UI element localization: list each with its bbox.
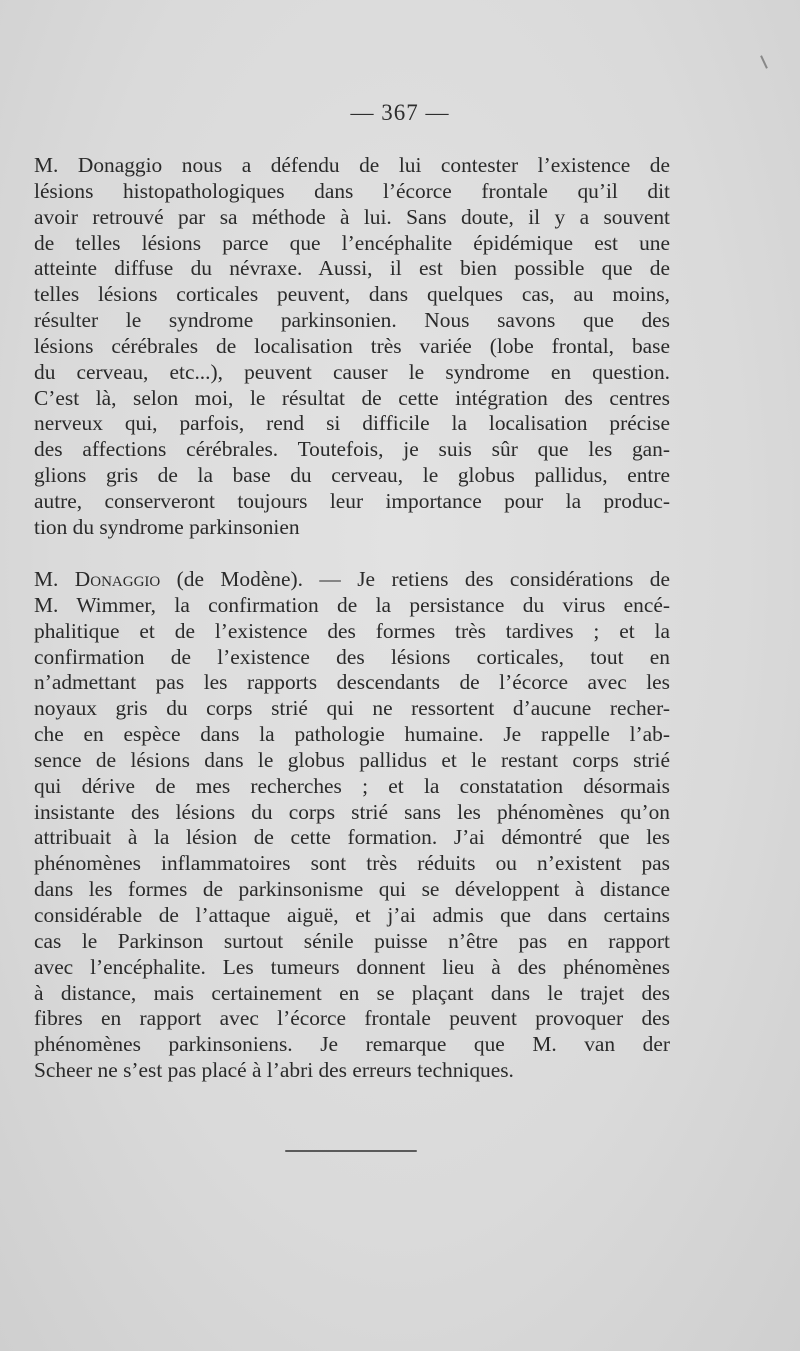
text-line: avec l’encéphalite. Les tumeurs donnent lieu à des phénomènes: [34, 954, 670, 979]
text-line: confirmation de l’existence des lésions corticales, tout en: [34, 644, 670, 669]
text-line: dans les formes de parkinsonisme qui se développent à distance: [34, 877, 670, 902]
text-line: résulter le syndrome parkinsonien. Nous savons que des: [34, 308, 670, 333]
text-line: avoir retrouvé par sa méthode à lui. Sans doute, il y a souvent: [34, 204, 670, 229]
speaker-line: [34, 567, 670, 593]
text-line: phénomènes parkinsoniens. Je remarque que M. van der: [34, 1032, 670, 1057]
text-line: M. Wimmer, la confirmation de la persistance du virus encé-: [34, 592, 670, 617]
paragraph-2: [34, 567, 670, 1084]
text-line: cas le Parkinson surtout sénile puisse n’être pas en rapport: [34, 928, 670, 953]
text-line: fibres en rapport avec l’écorce frontale peuvent provoquer des: [34, 1006, 670, 1031]
text-line: des affections cérébrales. Toutefois, je suis sûr que les gan-: [34, 437, 670, 462]
text-line: de telles lésions parce que l’encéphalite épidémique est une: [34, 230, 670, 255]
text-line: insistante des lésions du corps strié sans les phénomènes qu’on: [34, 799, 670, 824]
speaker-prefix: M.: [34, 567, 75, 591]
paragraph-1: [34, 153, 670, 541]
speaker-suffix: (de Modène). — Je retiens des considérations de: [160, 567, 670, 591]
section-divider: [285, 1150, 417, 1152]
text-line: phalitique et de l’existence des formes très tardives ; et la: [34, 618, 670, 643]
text-line: qui dérive de mes recherches ; et la constatation désormais: [34, 773, 670, 798]
text-line: autre, conserveront toujours leur importance pour la produc-: [34, 488, 670, 513]
text-line: lésions histopathologiques dans l’écorce frontale qu’il dit: [34, 178, 670, 203]
text-line: phénomènes inflammatoires sont très réduits ou n’existent pas: [34, 851, 670, 876]
text-line: sence de lésions dans le globus pallidus et le restant corps strié: [34, 747, 670, 772]
text-line: atteinte diffuse du névraxe. Aussi, il est bien possible que de: [34, 256, 670, 281]
text-line: noyaux gris du corps strié qui ne ressortent d’aucune recher-: [34, 696, 670, 721]
paper-edge-mark: [760, 55, 768, 69]
text-line: nerveux qui, parfois, rend si difficile la localisation précise: [34, 411, 670, 436]
text-line: telles lésions corticales peuvent, dans quelques cas, au moins,: [34, 282, 670, 307]
text-line: du cerveau, etc...), peuvent causer le syndrome en question.: [34, 359, 670, 384]
text-line: che en espèce dans la pathologie humaine. Je rappelle l’ab-: [34, 722, 670, 747]
text-line: n’admettant pas les rapports descendants de l’écorce avec les: [34, 670, 670, 695]
text-line: attribuait à la lésion de cette formation. J’ai démontré que les: [34, 825, 670, 850]
text-line: à distance, mais certainement en se plaçant dans le trajet des: [34, 980, 670, 1005]
text-line: tion du syndrome parkinsonien: [34, 514, 300, 539]
text-line: considérable de l’attaque aiguë, et j’ai admis que dans certains: [34, 902, 670, 927]
page-number: — 367 —: [350, 100, 450, 125]
text-line: glions gris de la base du cerveau, le globus pallidus, entre: [34, 463, 670, 488]
text-line: Scheer ne s’est pas placé à l’abri des erreurs techniques.: [34, 1058, 514, 1083]
text-line: C’est là, selon moi, le résultat de cette intégration des centres: [34, 385, 670, 410]
text-line: M. Donaggio nous a défendu de lui contester l’existence de: [34, 153, 670, 177]
text-line: lésions cérébrales de localisation très variée (lobe frontal, base: [34, 333, 670, 358]
speaker-name: Donaggio: [74, 567, 161, 591]
